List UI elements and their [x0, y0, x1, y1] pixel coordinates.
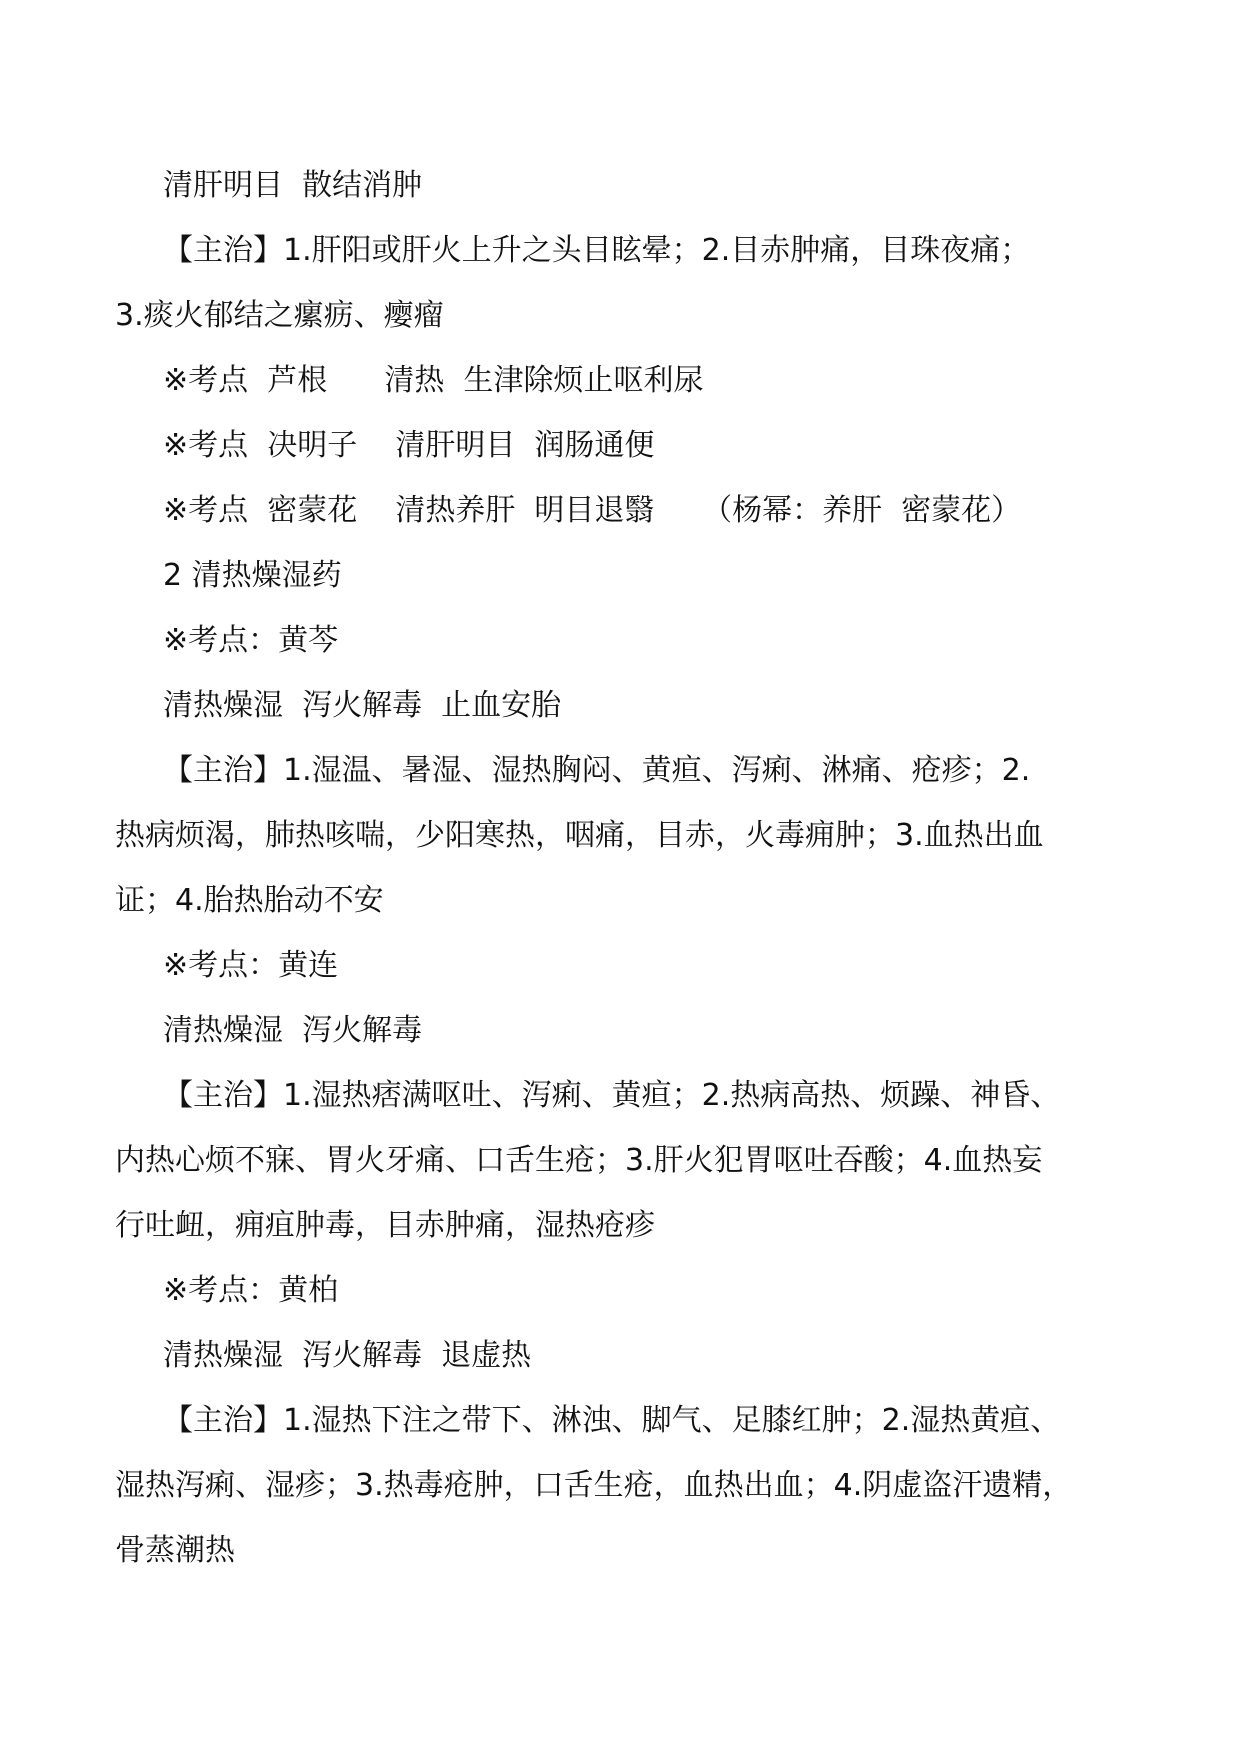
indications-continuation: 湿热泻痢、湿疹；3.热毒疮肿，口舌生疮，血热出血；4.阴虚盗汗遗精，: [115, 1468, 1073, 1503]
indications-continuation: 行吐衄，痈疽肿毒，目赤肿痛，湿热疮疹: [115, 1208, 655, 1243]
exam-point-huanglian: ※考点：黄连: [163, 948, 339, 983]
effects-line: 清热燥湿 泻火解毒: [163, 1013, 423, 1048]
exam-point-lugen: ※考点 芦根 清热 生津除烦止呕利尿: [163, 363, 704, 398]
indications-continuation: 热病烦渴，肺热咳喘，少阳寒热，咽痛，目赤，火毒痈肿；3.血热出血: [115, 818, 1044, 853]
indications-continuation: 证；4.胎热胎动不安: [115, 883, 384, 918]
indications-line: 【主治】1.湿温、暑湿、湿热胸闷、黄疸、泻痢、淋痛、疮疹；2.: [163, 753, 1031, 788]
effects-line: 清肝明目 散结消肿: [163, 168, 423, 203]
exam-point-juemingzi: ※考点 决明子 清肝明目 润肠通便: [163, 428, 655, 463]
exam-point-huangqin: ※考点：黄芩: [163, 623, 339, 658]
indications-continuation: 内热心烦不寐、胃火牙痛、口舌生疮；3.肝火犯胃呕吐吞酸；4.血热妄: [115, 1143, 1043, 1178]
effects-line: 清热燥湿 泻火解毒 退虚热: [163, 1338, 532, 1373]
exam-point-mimenghua: ※考点 密蒙花 清热养肝 明目退翳 （杨幂：养肝 密蒙花）: [163, 493, 1022, 528]
exam-point-huangbai: ※考点：黄柏: [163, 1273, 339, 1308]
indications-line: 【主治】1.湿热下注之带下、淋浊、脚气、足膝红肿；2.湿热黄疸、: [163, 1403, 1061, 1438]
effects-line: 清热燥湿 泻火解毒 止血安胎: [163, 688, 562, 723]
indications-line: 【主治】1.肝阳或肝火上升之头目眩晕；2.目赤肿痛，目珠夜痛；: [163, 233, 1031, 268]
indications-continuation: 3.痰火郁结之瘰疬、瘿瘤: [115, 298, 444, 333]
indications-continuation: 骨蒸潮热: [115, 1533, 235, 1568]
indications-line: 【主治】1.湿热痞满呕吐、泻痢、黄疸；2.热病高热、烦躁、神昏、: [163, 1078, 1061, 1113]
section-heading: 2 清热燥湿药: [163, 558, 342, 593]
